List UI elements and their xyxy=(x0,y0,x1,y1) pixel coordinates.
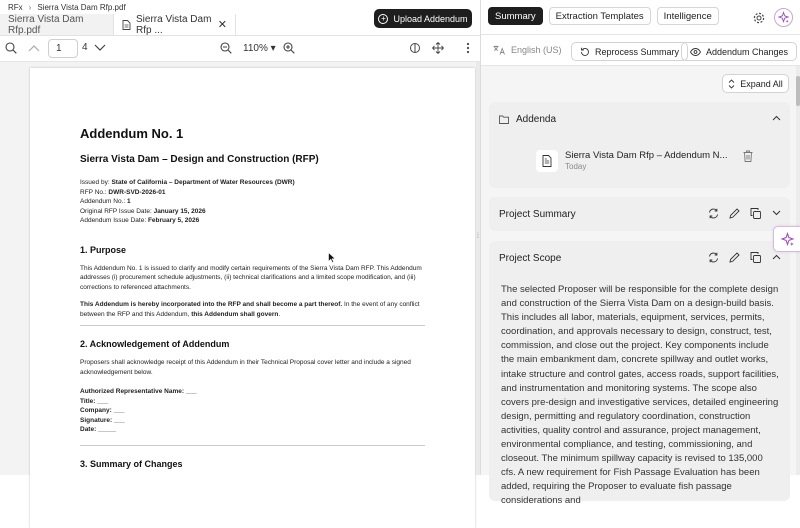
project-scope-card xyxy=(489,241,790,507)
copy-icon[interactable] xyxy=(749,251,761,263)
chevron-right-icon: › xyxy=(28,2,32,12)
summary-panel xyxy=(481,0,800,507)
project-scope-header[interactable] xyxy=(489,241,790,275)
signature-field: Signature: ___ xyxy=(80,416,125,424)
more-vertical-icon[interactable] xyxy=(461,41,475,55)
move-icon[interactable] xyxy=(431,41,445,55)
upload-addendum-label: Upload Addendum xyxy=(393,13,468,24)
reprocess-summary-label: Reprocess Summary xyxy=(595,46,680,57)
tab-label: Sierra Vista Dam Rfp.pdf xyxy=(8,13,84,36)
project-summary-icons xyxy=(707,207,782,219)
chevron-up-icon[interactable] xyxy=(770,251,782,263)
document-meta xyxy=(80,178,425,226)
addendum-file-date: Today xyxy=(565,162,587,171)
tab-original-rfp[interactable] xyxy=(0,14,114,35)
floating-ai-button[interactable] xyxy=(773,226,800,252)
project-summary-title: Project Summary xyxy=(499,208,576,220)
trash-icon[interactable] xyxy=(743,150,753,162)
section-summary-heading: 3. Summary of Changes xyxy=(80,458,183,469)
zoom-level[interactable]: 110% ▾ xyxy=(243,43,276,54)
chevron-down-icon[interactable] xyxy=(93,41,107,55)
language-label: English (US) xyxy=(511,45,562,55)
section-purpose-text: This Addendum No. 1 is issued to clarify and modify certain requirements of the Sierra Vista Dam RFP. This Addendum addresses (i) procurement schedule adjustments, (ii) technical clarifications and a limited scope modification, and (iii) corrections to referenced attachments. xyxy=(80,264,422,291)
meta-issued-by: Issued by: State of California – Department of Water Resources (DWR) xyxy=(80,179,295,186)
signature-field: Title: ___ xyxy=(80,397,109,405)
file-text-icon xyxy=(536,150,558,172)
project-scope-text: The selected Proposer will be responsible for the complete design and construction of the Sierra Vista Dam on a design-build basis. This includes all labor, materials, equipment, services, permits, coordination, and approvals necessary to design, construct, test, commission, and close out the project. Key components include the main embankment dam, concrete spillway and outlet works, intake structure and control gates, access roads, support facilities, and instrumentation and monitoring systems. The scope also covers pre-design and investigative services, detailed engineering design, permitting and regulatory coordination, construction activities, quality control and assurance, project management, environmental compliance, and testing, commissioning, and closeout. The minimum spillway capacity is revised to 135,000 cfs. A new requirement for Fish Passage Evaluation has been added, requiring the Proposer to evaluate fish passage considerations and xyxy=(501,284,779,507)
refresh-icon xyxy=(580,47,590,57)
document-title: Addendum No. 1 xyxy=(80,126,184,141)
tab-summary[interactable]: Summary xyxy=(488,7,543,25)
sparkle-icon xyxy=(778,12,789,23)
expand-vertical-icon xyxy=(728,79,735,89)
divider xyxy=(80,445,425,446)
tab-label: Sierra Vista Dam Rfp ... xyxy=(136,13,212,36)
mouse-cursor-icon xyxy=(328,252,336,263)
chevron-up-icon[interactable] xyxy=(770,112,782,124)
regenerate-icon[interactable] xyxy=(707,251,719,263)
panel-tabs xyxy=(488,7,719,25)
language-selector[interactable] xyxy=(493,45,562,55)
tab-intelligence[interactable]: Intelligence xyxy=(657,7,719,25)
breadcrumb-file: Sierra Vista Dam Rfp.pdf xyxy=(37,2,126,12)
page-number-input[interactable]: 1 xyxy=(48,39,78,58)
upload-addendum-button[interactable] xyxy=(374,9,472,28)
drag-handle-icon[interactable]: ⁞ xyxy=(477,233,479,240)
document-subtitle: Sierra Vista Dam – Design and Construction (RFP) xyxy=(80,154,319,165)
addendum-changes-label: Addendum Changes xyxy=(706,46,789,57)
meta-addendum-no: Addendum No.: 1 xyxy=(80,198,131,205)
ai-assistant-button[interactable] xyxy=(774,8,793,27)
chevron-up-icon[interactable] xyxy=(27,41,41,55)
meta-rfp-no: RFP No.: DWR-SVD-2026-01 xyxy=(80,188,166,196)
expand-all-button[interactable] xyxy=(722,74,789,93)
signature-field: Date: _____ xyxy=(80,426,117,433)
project-summary-card xyxy=(489,197,790,231)
addenda-card xyxy=(489,102,790,188)
regenerate-icon[interactable] xyxy=(707,207,719,219)
folder-icon xyxy=(499,115,509,124)
rotate-icon[interactable] xyxy=(408,41,422,55)
signature-block xyxy=(80,387,425,435)
meta-addendum-date: Addendum Issue Date: February 5, 2026 xyxy=(80,217,200,224)
section-acknowledgement-text: Proposers shall acknowledge receipt of this Addendum in their Technical Proposal cover letter and include a signed acknowledgement below. xyxy=(80,359,411,376)
sparkle-icon xyxy=(781,233,794,246)
pdf-viewport[interactable] xyxy=(0,62,480,475)
tab-extraction-templates[interactable]: Extraction Templates xyxy=(549,7,651,25)
edit-icon[interactable] xyxy=(728,251,740,263)
project-scope-icons xyxy=(707,251,782,263)
addenda-card-icons xyxy=(770,112,782,124)
expand-all-label: Expand All xyxy=(740,78,783,89)
pdf-page xyxy=(30,68,475,528)
summary-actions-bar xyxy=(481,34,800,66)
signature-field: Authorized Representative Name: ___ xyxy=(80,388,197,395)
plus-circle-icon: + xyxy=(378,14,388,24)
addendum-file-item[interactable] xyxy=(536,148,756,174)
copy-icon[interactable] xyxy=(749,207,761,219)
pdf-toolbar xyxy=(0,36,480,62)
summary-content[interactable] xyxy=(481,66,800,507)
section-purpose-incorporation: This Addendum is hereby incorporated into the RFP and shall become a part thereof. In the event of any conflict between the RFP and this Addendum, this Addendum shall govern. xyxy=(80,301,420,318)
search-icon[interactable] xyxy=(4,41,18,55)
zoom-value: 110% xyxy=(243,43,268,54)
addenda-card-header[interactable] xyxy=(489,102,790,136)
signature-field: Company: ___ xyxy=(80,407,125,414)
summary-scrollbar[interactable] xyxy=(796,66,800,475)
addendum-file-name: Sierra Vista Dam Rfp – Addendum N... xyxy=(565,150,728,161)
scrollbar-thumb[interactable] xyxy=(796,76,800,106)
edit-icon[interactable] xyxy=(728,207,740,219)
eye-icon xyxy=(690,48,701,56)
zoom-in-icon[interactable] xyxy=(282,41,296,55)
project-summary-header[interactable] xyxy=(489,197,790,231)
project-scope-title: Project Scope xyxy=(499,252,562,264)
page-total: 4 xyxy=(82,42,88,53)
divider xyxy=(80,325,425,326)
breadcrumb-root[interactable]: RFx xyxy=(8,2,23,12)
tab-addendum[interactable] xyxy=(114,14,236,35)
meta-original-date: Original RFP Issue Date: January 15, 2026 xyxy=(80,207,206,215)
reprocess-summary-button[interactable] xyxy=(571,42,688,61)
section-purpose-heading: 1. Purpose xyxy=(80,244,127,255)
zoom-out-icon[interactable] xyxy=(219,41,233,55)
document-icon xyxy=(122,20,131,30)
chevron-down-icon[interactable] xyxy=(770,207,782,219)
section-acknowledgement-heading: 2. Acknowledgement of Addendum xyxy=(80,339,230,349)
close-icon[interactable]: ✕ xyxy=(217,19,227,31)
addendum-changes-button[interactable] xyxy=(681,42,797,61)
gear-icon[interactable] xyxy=(753,12,765,24)
addenda-title: Addenda xyxy=(516,113,557,125)
translate-icon xyxy=(493,45,505,55)
